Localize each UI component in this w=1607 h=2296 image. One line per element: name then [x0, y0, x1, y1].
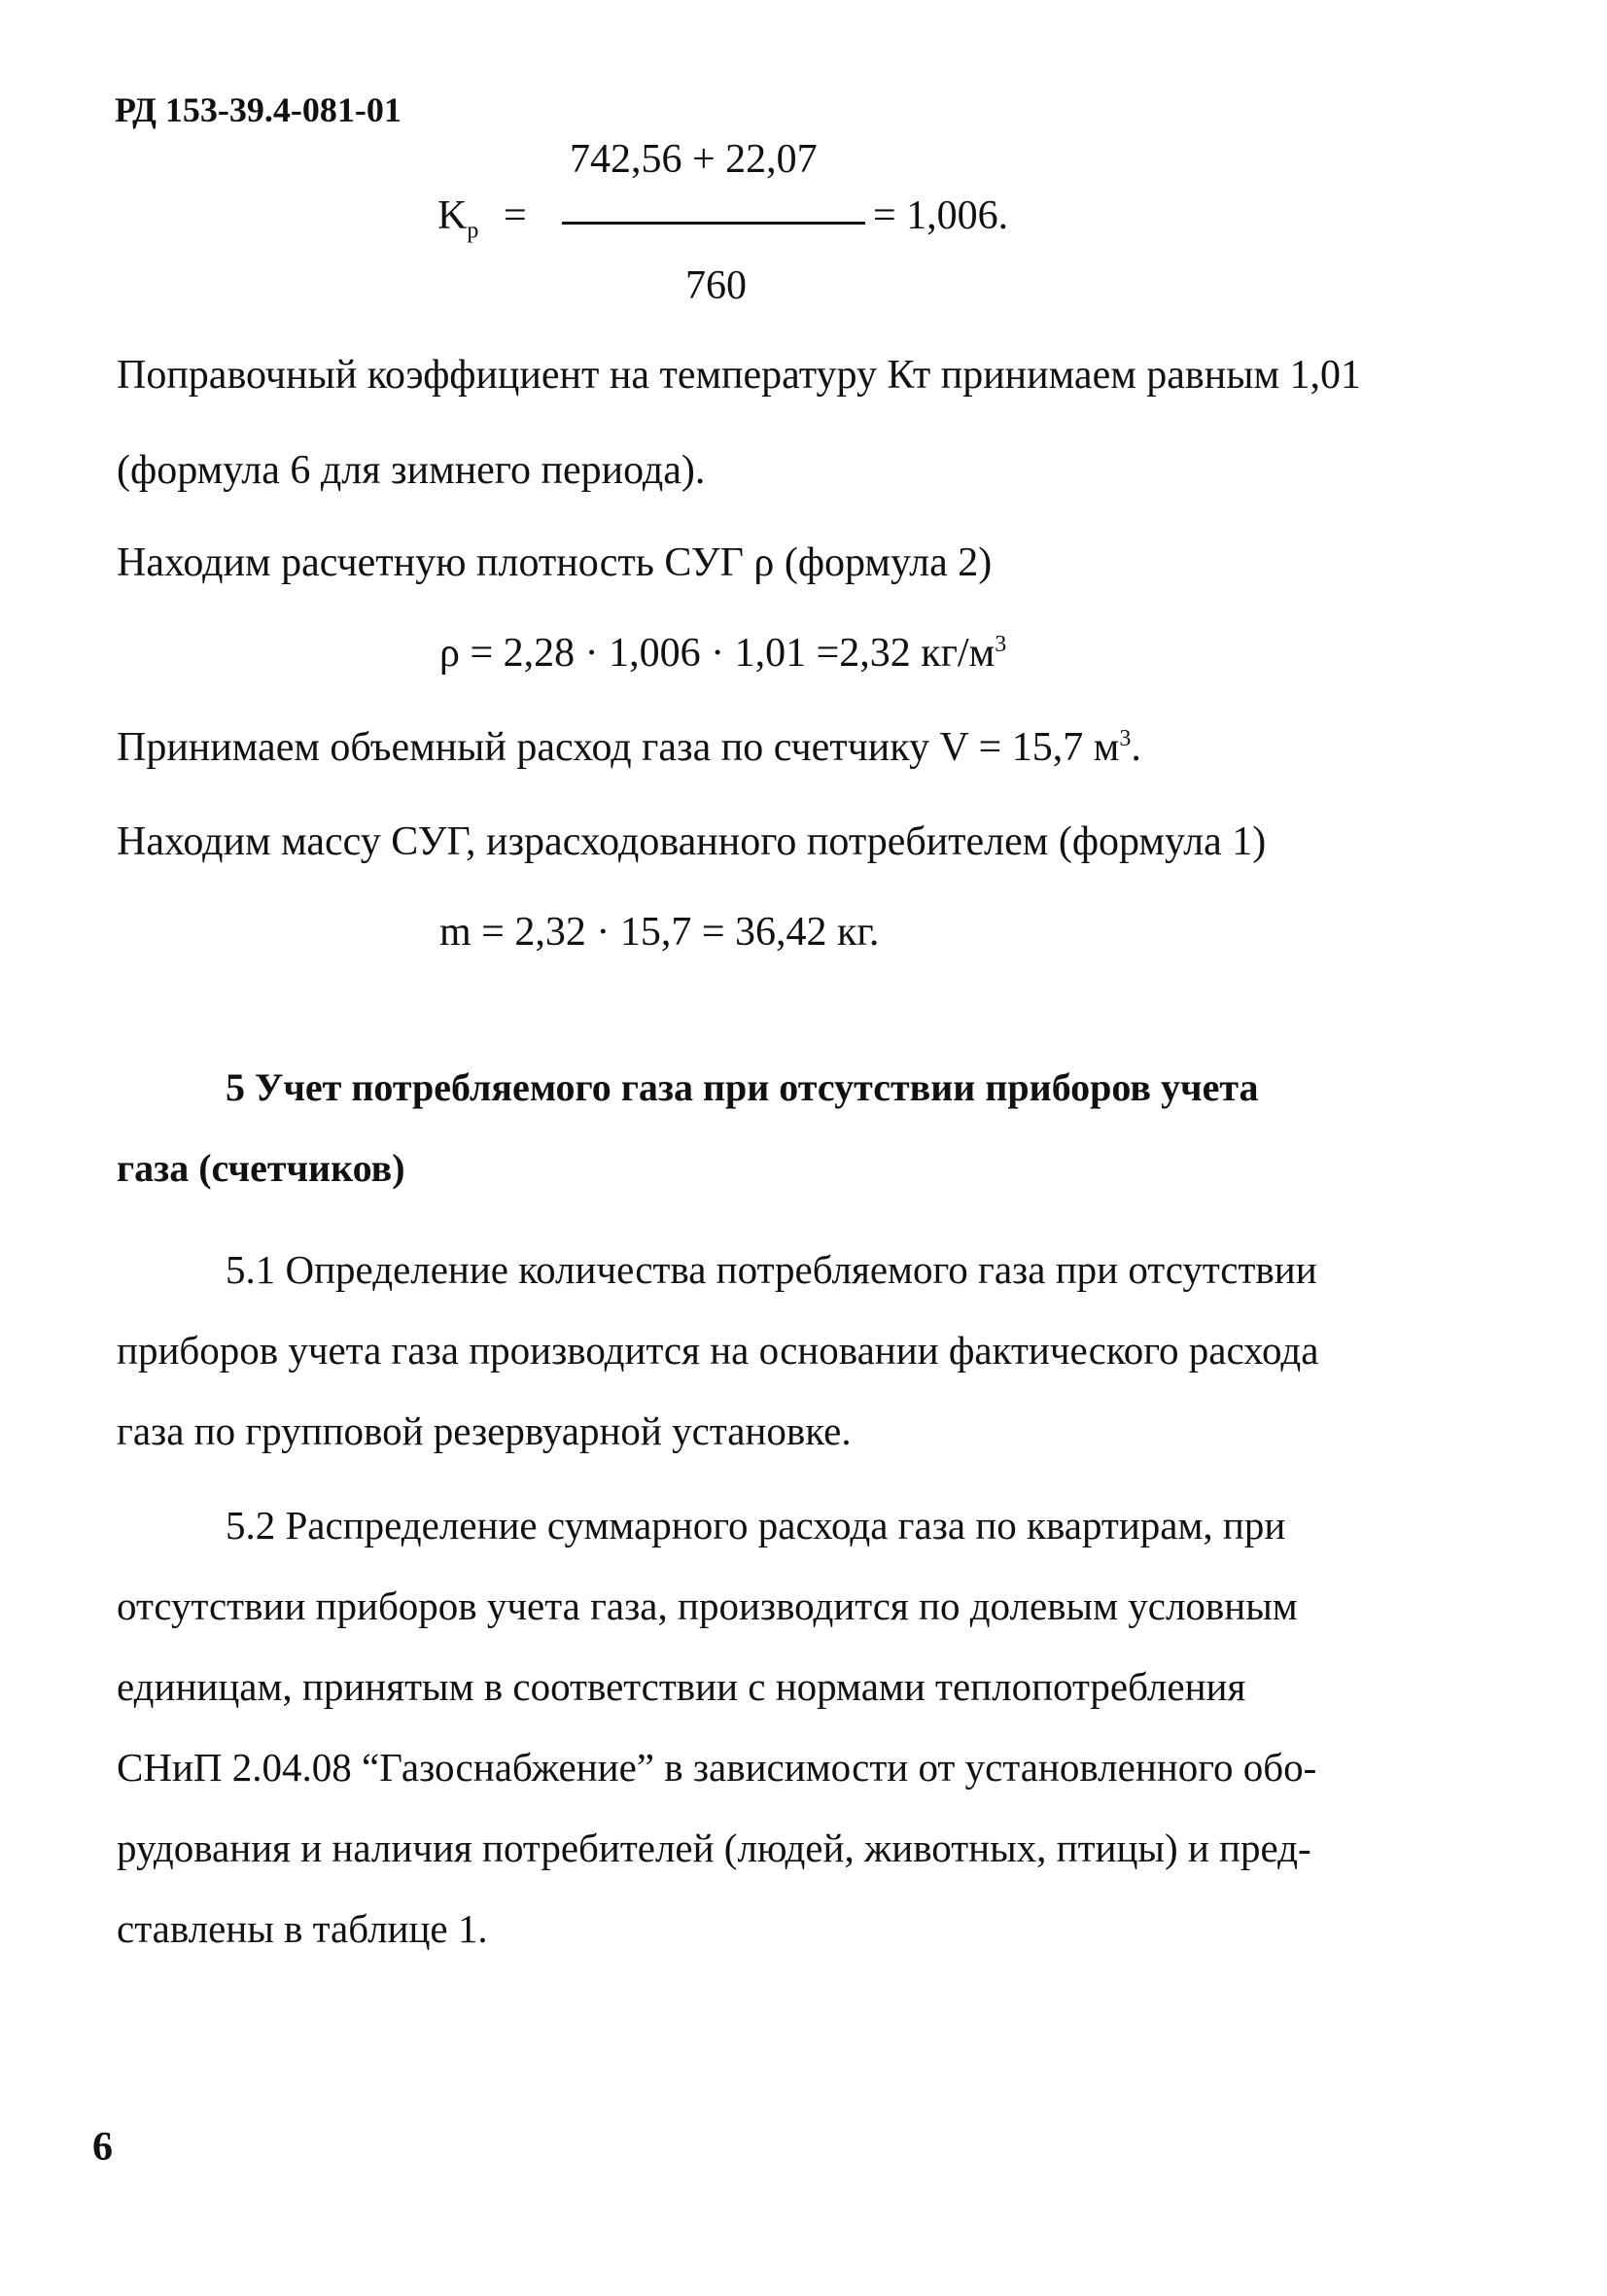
volume-line — [117, 724, 1141, 771]
page-number: 6 — [92, 2125, 113, 2170]
density-unit-exponent: 3 — [995, 632, 1007, 657]
density-formula — [439, 630, 1006, 677]
text-line: Находим массу СУГ, израсходованного потребителем (формула 1) — [117, 819, 1267, 864]
paragraph-line: ставлены в таблице 1. — [117, 1906, 488, 1951]
paragraph-line: приборов учета газа производится на основании фактического расхода — [117, 1328, 1319, 1373]
text-line: Находим расчетную плотность СУГ ρ (формула 2) — [117, 540, 993, 585]
formula-lhs-subscript: р — [467, 218, 479, 244]
paragraph-line: газа по групповой резервуарной установке. — [117, 1409, 852, 1453]
paragraph-line: единицам, принятым в соответствии с нормами теплопотребления — [117, 1664, 1246, 1709]
mass-formula: m = 2,32 · 15,7 = 36,42 кг. — [439, 910, 880, 955]
paragraph-line: рудования и наличия потребителей (людей, животных, птицы) и пред- — [117, 1826, 1311, 1870]
formula-equals: = — [504, 193, 527, 238]
formula-denominator: 760 — [685, 263, 747, 308]
section-heading: газа (счетчиков) — [117, 1146, 405, 1190]
density-formula-text: ρ = 2,28 · 1,006 · 1,01 =2,32 кг/м — [439, 631, 996, 676]
volume-line-end: . — [1131, 725, 1141, 770]
section-heading: 5 Учет потребляемого газа при отсутствии приборов учета — [226, 1065, 1259, 1109]
document-code-header: РД 153-39.4-081-01 — [115, 90, 402, 129]
volume-line-text: Принимаем объемный расход газа по счетчику V = 15,7 м — [117, 725, 1120, 770]
text-line: Поправочный коэффициент на температуру Кт принимаем равным 1,01 — [117, 353, 1362, 398]
formula-result: = 1,006. — [873, 193, 1009, 238]
formula-lhs — [437, 192, 478, 244]
formula-lhs-symbol: K — [437, 193, 468, 238]
paragraph-line: 5.1 Определение количества потребляемого газа при отсутствии — [226, 1247, 1317, 1292]
volume-unit-exponent: 3 — [1119, 726, 1132, 751]
text-line: (формула 6 для зимнего периода). — [117, 448, 706, 493]
fraction-bar — [562, 222, 865, 225]
paragraph-line: 5.2 Распределение суммарного расхода газа по квартирам, при — [226, 1503, 1286, 1548]
paragraph-line: отсутствии приборов учета газа, производится по долевым условным — [117, 1583, 1298, 1628]
formula-numerator: 742,56 + 22,07 — [570, 137, 818, 182]
paragraph-line: СНиП 2.04.08 “Газоснабжение” в зависимости от установленного обо- — [117, 1745, 1317, 1790]
